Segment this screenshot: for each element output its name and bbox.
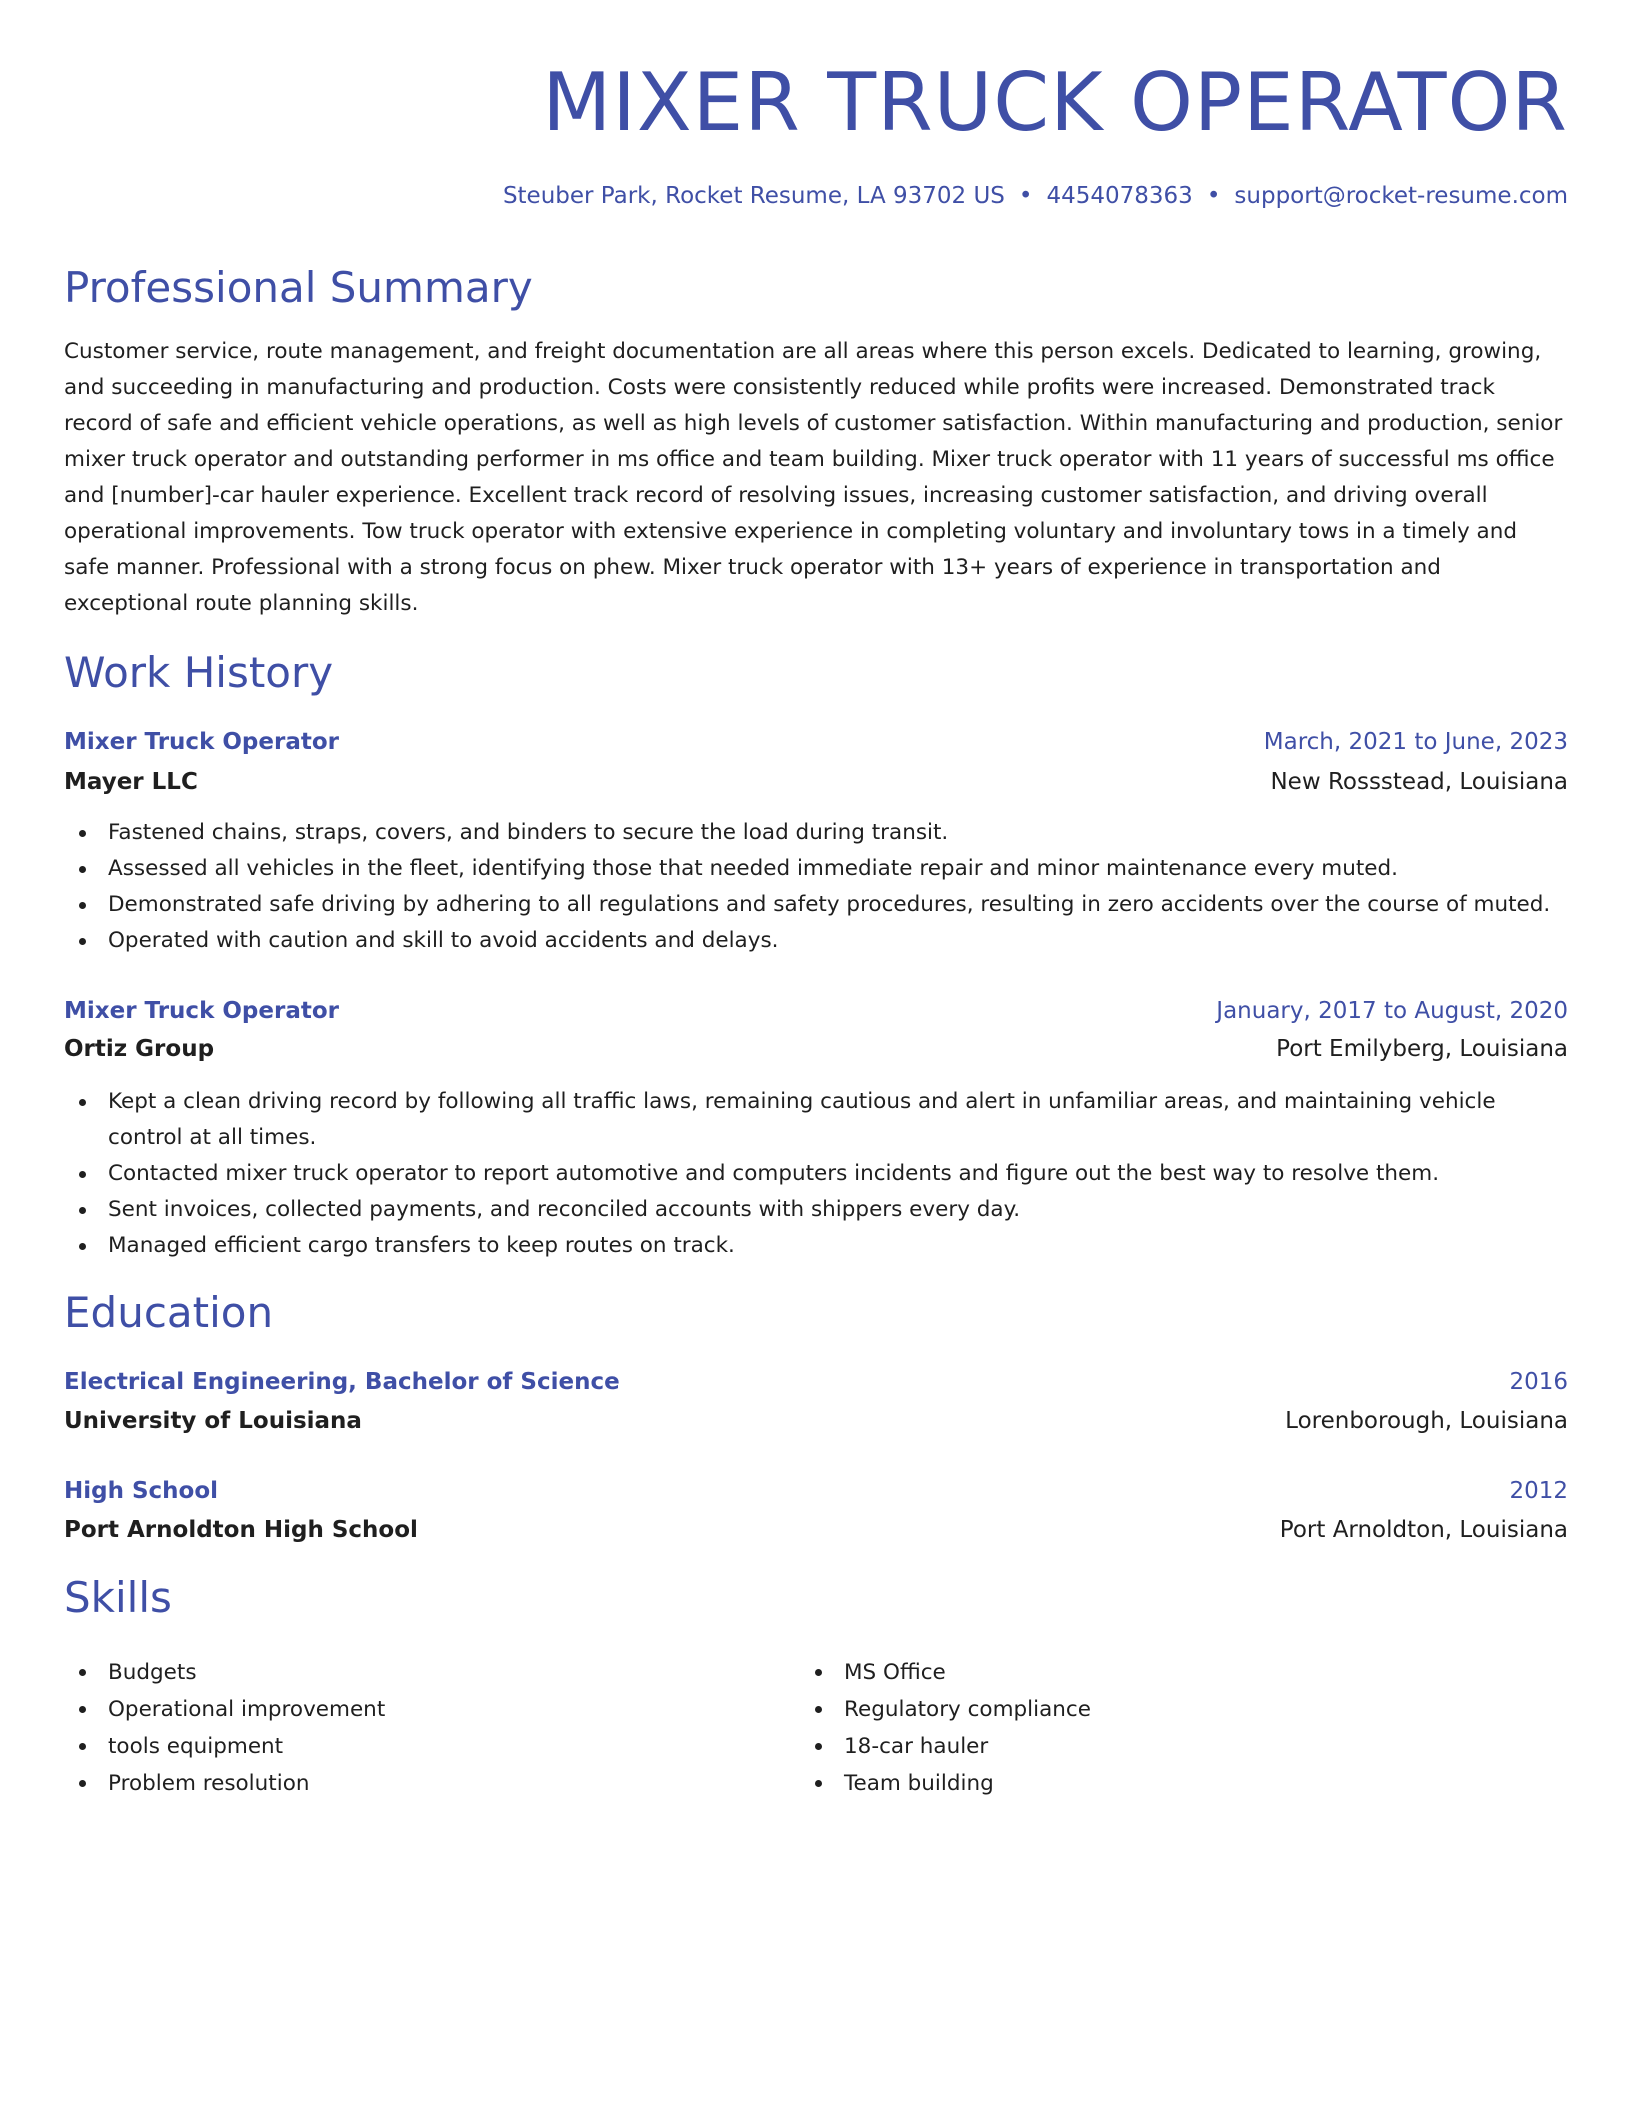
job-dates: March, 2021 to June, 2023 xyxy=(1263,729,1568,755)
graduation-year: 2016 xyxy=(1509,1369,1568,1395)
contact-phone[interactable]: 4454078363 xyxy=(1046,183,1193,209)
resume-title: MIXER TRUCK OPERATOR xyxy=(542,56,1568,149)
list-item: Operated with caution and skill to avoid accidents and delays. xyxy=(64,923,1568,959)
skill-item: 18-car hauler xyxy=(800,1728,1500,1765)
education-entry-2-org xyxy=(64,1512,1568,1548)
work-entry-1-header xyxy=(64,724,1568,760)
company-name: Ortiz Group xyxy=(64,1036,215,1062)
section-title-education: Education xyxy=(64,1288,274,1337)
section-title-summary: Professional Summary xyxy=(64,263,533,312)
work-entry-1-bullets xyxy=(64,815,1568,959)
contact-separator: • xyxy=(1018,183,1033,209)
list-item: Assessed all vehicles in the fleet, identifying those that needed immediate repair and minor maintenance every muted. xyxy=(64,851,1568,887)
job-title: Mixer Truck Operator xyxy=(64,729,339,755)
skill-item: MS Office xyxy=(800,1654,1500,1691)
job-location: Port Emilyberg, Louisiana xyxy=(1276,1036,1568,1062)
skill-item: Budgets xyxy=(64,1654,764,1691)
job-title: Mixer Truck Operator xyxy=(64,998,339,1024)
summary-paragraph: Customer service, route management, and freight documentation are all areas where this person excels. Dedicated to learning, growing, and succeeding in manufacturing and production. Costs were consistently reduced while profits were increased. Demonstrated track record of safe and efficient vehicle operations, as well as high levels of customer satisfaction. Within manufacturing and production, senior mixer truck operator and outstanding performer in ms office and team building. Mixer truck operator with 11 years of successful ms office and [number]-car hauler experience. Excellent track record of resolving issues, increasing customer satisfaction, and driving overall operational improvements. Tow truck operator with extensive experience in completing voluntary and involuntary tows in a timely and safe manner. Professional with a strong focus on phew. Mixer truck operator with 13+ years of experience in transportation and exceptional route planning skills. xyxy=(64,339,1563,616)
skill-item: Team building xyxy=(800,1765,1500,1802)
section-title-work: Work History xyxy=(64,648,334,697)
skill-item: Problem resolution xyxy=(64,1765,764,1802)
work-entry-1-org xyxy=(64,764,1568,800)
contact-address: Steuber Park, Rocket Resume, LA 93702 US xyxy=(502,183,1005,209)
list-item: Contacted mixer truck operator to report automotive and computers incidents and figure out the best way to resolve them. xyxy=(64,1156,1568,1192)
list-item: Managed efficient cargo transfers to keep routes on track. xyxy=(64,1228,1568,1264)
school-name: Port Arnoldton High School xyxy=(64,1517,418,1543)
section-title-skills: Skills xyxy=(64,1573,172,1622)
company-name: Mayer LLC xyxy=(64,769,198,795)
school-name: University of Louisiana xyxy=(64,1408,362,1434)
list-item: Sent invoices, collected payments, and reconciled accounts with shippers every day. xyxy=(64,1192,1568,1228)
list-item: Kept a clean driving record by following all traffic laws, remaining cautious and alert in unfamiliar areas, and maintaining vehicle control at all times. xyxy=(64,1084,1568,1156)
work-entry-2-org xyxy=(64,1031,1568,1067)
work-entry-2-bullets xyxy=(64,1084,1568,1264)
list-item: Fastened chains, straps, covers, and binders to secure the load during transit. xyxy=(64,815,1568,851)
job-location: New Rossstead, Louisiana xyxy=(1270,769,1568,795)
contact-email[interactable]: support@rocket-resume.com xyxy=(1234,183,1568,209)
degree-title: High School xyxy=(64,1478,219,1504)
education-entry-1-header xyxy=(64,1364,1568,1400)
school-location: Lorenborough, Louisiana xyxy=(1285,1408,1568,1434)
skill-item: tools equipment xyxy=(64,1728,764,1765)
skill-item: Operational improvement xyxy=(64,1691,764,1728)
education-entry-1-org xyxy=(64,1403,1568,1439)
skill-item: Regulatory compliance xyxy=(800,1691,1500,1728)
contact-separator: • xyxy=(1206,183,1221,209)
work-entry-2-header xyxy=(64,993,1568,1029)
skills-list-right xyxy=(800,1654,1500,1802)
skills-list-left xyxy=(64,1654,764,1802)
list-item: Demonstrated safe driving by adhering to all regulations and safety procedures, resulting in zero accidents over the course of muted. xyxy=(64,887,1568,923)
school-location: Port Arnoldton, Louisiana xyxy=(1279,1517,1568,1543)
job-dates: January, 2017 to August, 2020 xyxy=(1216,998,1568,1024)
degree-title: Electrical Engineering, Bachelor of Science xyxy=(64,1369,620,1395)
education-entry-2-header xyxy=(64,1473,1568,1509)
graduation-year: 2012 xyxy=(1509,1478,1568,1504)
contact-line xyxy=(503,180,1568,212)
